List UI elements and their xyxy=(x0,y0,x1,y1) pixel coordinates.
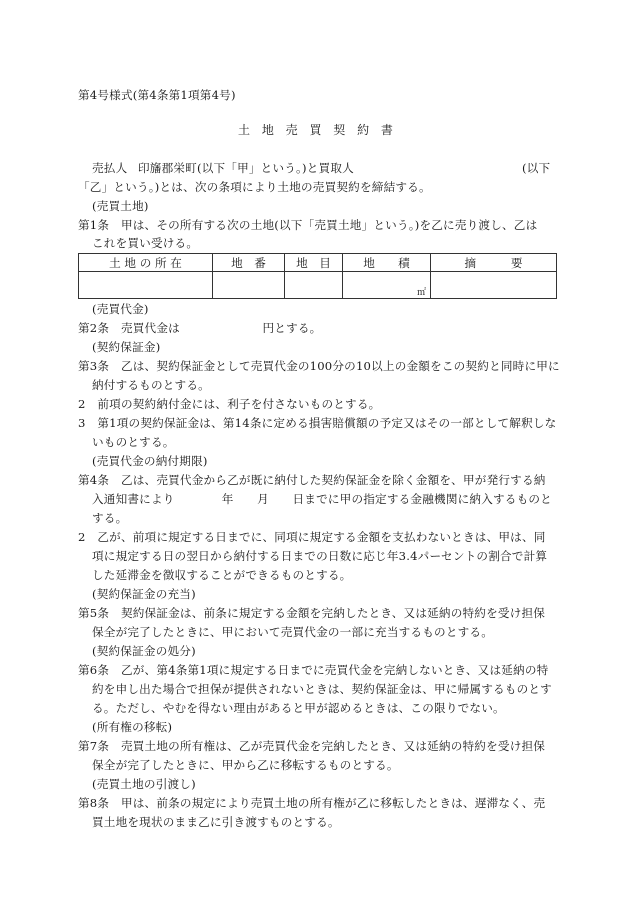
section-heading: (売買代金) xyxy=(92,302,149,316)
article-line: 第2条 売買代金は 円とする。 xyxy=(78,321,322,335)
article-line: 第3条 乙は、契約保証金として売買代金の100分の10以上の金額をこの契約と同時に甲に xyxy=(78,359,560,373)
seller-label: 売払人 xyxy=(92,161,128,175)
article-line: 第6条 乙が、第4条第1項に規定する日までに売買代金を完納しないとき、又は延納の特 xyxy=(78,663,549,677)
article-line: 第4条 乙は、売買代金から乙が既に納付した契約保証金を除く金額を、甲が発行する納 xyxy=(78,473,546,487)
land-table-header xyxy=(79,254,557,272)
article-line: 2 前項の契約納付金には、利子を付さないものとする。 xyxy=(78,397,381,411)
article-line: 第7条 売買土地の所有権は、乙が売買代金を完納したとき、又は延納の特約を受け担保 xyxy=(78,739,546,753)
header-remarks: 摘 要 xyxy=(431,254,557,272)
header-land-category: 地 目 xyxy=(285,254,343,272)
article-line: いものとする。 xyxy=(92,435,175,449)
parties-line-2: 「乙」という。)とは、次の条項により土地の売買契約を締結する。 xyxy=(78,180,431,194)
section-heading: (売買代金の納付期限) xyxy=(92,454,208,468)
section-heading: (契約保証金の処分) xyxy=(92,644,196,658)
article-line: 買土地を現状のまま乙に引き渡すものとする。 xyxy=(92,815,340,829)
article-line: 第5条 契約保証金は、前条に規定する金額を完納したとき、又は延納の特約を受け担保 xyxy=(78,606,546,620)
document-title: 土 地 売 買 契 約 書 xyxy=(238,123,397,137)
article-line: 第8条 甲は、前条の規定により売買土地の所有権が乙に移転したときは、遅滞なく、売 xyxy=(78,796,546,810)
header-area: 地 積 xyxy=(343,254,431,272)
section-heading: (売買土地の引渡し) xyxy=(92,777,196,791)
seller-clause: 印旛郡栄町(以下「甲」という。)と買取人 xyxy=(138,161,354,175)
section-heading: (契約保証金の充当) xyxy=(92,587,196,601)
land-table-row xyxy=(79,272,557,299)
section-heading: (所有権の移転) xyxy=(92,720,173,734)
cell-remarks xyxy=(431,272,557,299)
article-line: 第1条 甲は、その所有する次の土地(以下「売買土地」という。)を乙に売り渡し、乙は xyxy=(78,218,538,232)
article-line: 入通知書により 年 月 日までに甲の指定する金融機関に納入するものと xyxy=(92,492,552,506)
article-line: した延滞金を徴収することができるものとする。 xyxy=(92,568,352,582)
article-line: 保全が完了したときに、甲において売買代金の一部に充当するものとする。 xyxy=(92,625,493,639)
header-location: 土 地 の 所 在 xyxy=(79,254,213,272)
article-line: る。ただし、やむを得ない理由があると甲が認めるときは、この限りでない。 xyxy=(92,701,505,715)
article-line: する。 xyxy=(92,511,128,525)
cell-area-unit: ㎡ xyxy=(343,272,431,299)
section-heading: (売買土地) xyxy=(92,199,149,213)
parties-suffix: (以下 xyxy=(522,161,551,175)
article-line: 約を申し出た場合で担保が提供されないときは、契約保証金は、甲に帰属するものとす xyxy=(92,682,552,696)
cell-lot-number xyxy=(213,272,285,299)
article-line: 保全が完了したときに、甲から乙に移転するものとする。 xyxy=(92,758,399,772)
land-table xyxy=(78,253,557,299)
header-lot-number: 地 番 xyxy=(213,254,285,272)
form-number: 第4号様式(第4条第1項第4号) xyxy=(78,88,236,102)
article-line: 納付するものとする。 xyxy=(92,378,210,392)
article-line: これを買い受ける。 xyxy=(92,236,199,250)
article-line: 3 第1項の契約保証金は、第14条に定める損害賠償額の予定又はその一部として解釈しな xyxy=(78,416,557,430)
cell-location xyxy=(79,272,213,299)
article-line: 項に規定する日の翌日から納付する日までの日数に応じ年3.4パーセントの割合で計算 xyxy=(92,549,548,563)
section-heading: (契約保証金) xyxy=(92,340,161,354)
cell-land-category xyxy=(285,272,343,299)
article-line: 2 乙が、前項に規定する日までに、同項に規定する金額を支払わないときは、甲は、同 xyxy=(78,530,546,544)
